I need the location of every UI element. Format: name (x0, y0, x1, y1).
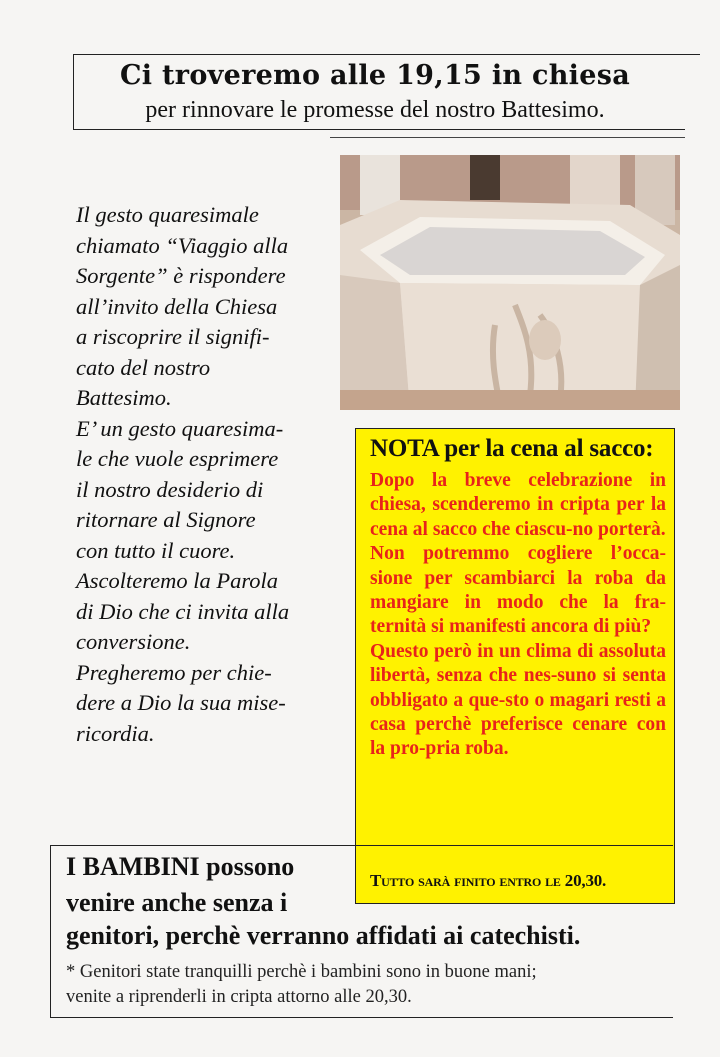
divider-rule (330, 137, 685, 138)
header-title: Ci troveremo alle 19,15 in chiesa (119, 60, 631, 91)
bambini-line-3: genitori, perchè verranno affidati ai catechisti. (66, 921, 581, 950)
bambini-note: * Genitori state tranquilli perchè i bambini sono in buone mani; venite a riprenderli in cripta attorno alle 20,30. (66, 962, 537, 1007)
nota-title: NOTA per la cena al sacco: (370, 435, 654, 462)
bambini-heading: I BAMBINI possono (66, 852, 295, 881)
header-rule-right (640, 54, 700, 55)
nota-body: Dopo la breve celebrazione in chiesa, scenderemo in cripta per la cena al sacco che ciascu-no porterà. Non potremmo cogliere l’occa-sione per scambiarci la roba da mangiare in modo che la fra-ternità si manifesti ancora di più? Questo però in un clima di assoluta libertà, senza che nes-suno si senta obbligato a que-sto o magari resti a casa perchè preferisce cenare con la pro-pria roba. (370, 470, 666, 760)
nota-footer: Tutto sarà finito entro le 20,30. (370, 871, 607, 890)
intro-text: Il gesto quaresimale chiamato “Viaggio alla Sorgente” è rispondere all’invito della Chiesa a riscoprire il signifi- cato del nostro Battesimo. E’ un gesto quaresima- le che vuole esprimere il nostro desiderio di ritornare al Signore con tutto il cuore. Ascolteremo la Parola di Dio che ci invita alla conversione. Pregheremo per chie- dere a Dio la sua mise- ricordia. (76, 202, 290, 746)
header-subtitle: per rinnovare le promesse del nostro Battesimo. (145, 97, 605, 123)
baptismal-font-photo (340, 155, 680, 410)
baptismal-font-image (340, 155, 680, 410)
nota-box (355, 428, 675, 904)
bambini-line-2: venire anche senza i (66, 888, 288, 917)
